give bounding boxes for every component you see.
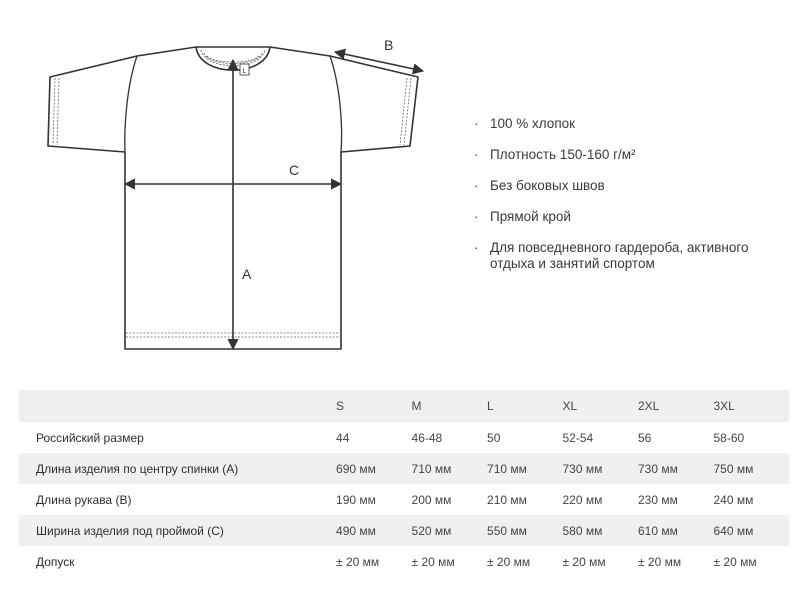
bullet-icon: · bbox=[474, 240, 479, 255]
dimension-b-label: B bbox=[384, 37, 394, 53]
feature-item: · Плотность 150-160 г/м² bbox=[474, 147, 636, 162]
table-header-cell: S bbox=[336, 390, 411, 422]
table-cell: ± 20 мм bbox=[336, 554, 380, 569]
dimension-c-label: C bbox=[289, 162, 300, 178]
table-cell: ± 20 мм bbox=[487, 554, 531, 569]
neck-tag-label: L bbox=[242, 68, 247, 75]
table-cell: 52-54 bbox=[562, 430, 594, 445]
bullet-icon: · bbox=[474, 147, 479, 162]
table-row bbox=[19, 484, 789, 515]
bullet-icon: · bbox=[474, 209, 479, 224]
row-label: Допуск bbox=[36, 554, 75, 569]
table-header-cell: M bbox=[412, 390, 487, 422]
table-cell: 240 мм bbox=[713, 492, 754, 507]
table-cell: 200 мм bbox=[411, 492, 452, 507]
table-cell: 520 мм bbox=[412, 515, 487, 546]
table-cell: ± 20 мм bbox=[562, 554, 606, 569]
row-label: Длина изделия по центру спинки (А) bbox=[19, 453, 336, 484]
table-cell: 190 мм bbox=[336, 492, 376, 507]
table-header-cell: 3XL bbox=[713, 390, 789, 422]
feature-item: · Без боковых швов bbox=[474, 178, 605, 193]
table-cell: 730 мм bbox=[563, 453, 638, 484]
table-cell: 730 мм bbox=[638, 453, 713, 484]
feature-item: · 100 % хлопок bbox=[474, 116, 576, 131]
table-cell: 210 мм bbox=[487, 492, 527, 507]
table-cell: ± 20 мм bbox=[411, 554, 455, 569]
table-row bbox=[19, 546, 789, 577]
table-cell: 50 bbox=[487, 430, 501, 445]
bullet-icon: · bbox=[474, 116, 479, 131]
table-header-row bbox=[19, 390, 789, 422]
table-cell: 710 мм bbox=[487, 453, 562, 484]
table-cell: 220 мм bbox=[562, 492, 603, 507]
feature-item: · Для повседневного гардероба, активного отдыха и занятий спортом bbox=[474, 240, 749, 271]
row-label: Длина рукава (В) bbox=[36, 492, 132, 507]
table-cell: 550 мм bbox=[487, 515, 562, 546]
table-cell: ± 20 мм bbox=[637, 554, 682, 569]
feature-item: · Прямой крой bbox=[474, 209, 571, 224]
dimension-a-label: A bbox=[242, 266, 252, 282]
table-cell: ± 20 мм bbox=[713, 554, 757, 569]
row-label: Российский размер bbox=[36, 430, 144, 445]
table-cell: 490 мм bbox=[336, 515, 411, 546]
bullet-icon: · bbox=[474, 178, 479, 193]
feature-list bbox=[474, 116, 794, 287]
table-row bbox=[19, 422, 789, 453]
table-cell: 580 мм bbox=[563, 515, 638, 546]
table-header-cell: XL bbox=[563, 390, 638, 422]
table-cell: 230 мм bbox=[637, 492, 678, 507]
row-label: Ширина изделия под проймой (С) bbox=[19, 515, 336, 546]
size-table bbox=[19, 390, 789, 577]
table-header-cell bbox=[19, 390, 336, 422]
table-cell: 44 bbox=[336, 430, 350, 445]
table-cell: 56 bbox=[637, 430, 652, 445]
table-header-cell: 2XL bbox=[638, 390, 713, 422]
tshirt-diagram bbox=[0, 0, 440, 370]
table-cell: 610 мм bbox=[638, 515, 713, 546]
table-cell: 690 мм bbox=[336, 453, 411, 484]
table-cell: 710 мм bbox=[412, 453, 487, 484]
table-header-cell: L bbox=[487, 390, 562, 422]
table-row bbox=[19, 453, 789, 484]
table-cell: 46-48 bbox=[411, 430, 443, 445]
table-cell: 750 мм bbox=[713, 453, 789, 484]
table-cell: 58-60 bbox=[713, 430, 745, 445]
table-cell: 640 мм bbox=[713, 515, 789, 546]
table-row bbox=[19, 515, 789, 546]
